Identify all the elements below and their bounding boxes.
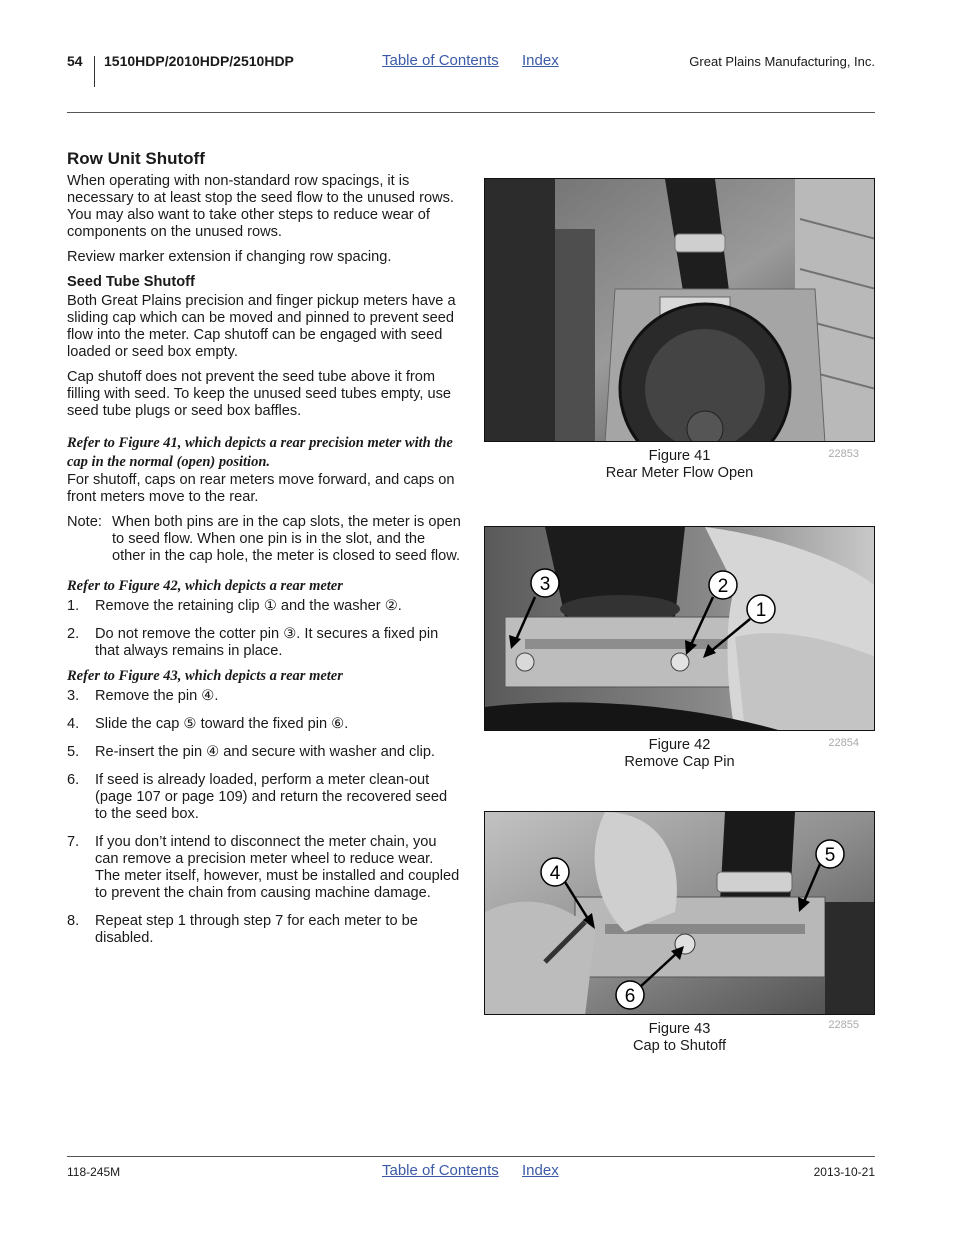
note-label: Note: [67,514,102,530]
callout-3: 3 [539,574,551,595]
header-rule [67,112,875,113]
figure-42-reference: Refer to Figure 42, which depicts a rear meter [67,578,343,594]
figure-42-title: Remove Cap Pin [624,754,735,770]
callout-4: 4 [549,863,561,884]
steps-list-a [67,598,462,660]
footer-toc-link[interactable]: Table of Contents [382,1162,499,1179]
figure-43 [484,811,875,1055]
figure-41-caption [484,448,875,482]
company-name: Great Plains Manufacturing, Inc. [689,54,875,69]
figure-42-caption [484,737,875,771]
figure-43-reference: Refer to Figure 43, which depicts a rear meter [67,668,343,684]
paragraph-direction: For shutoff, caps on rear meters move forward, and caps on front meters move to the rear. [67,472,455,505]
page-footer [67,1162,875,1182]
note-block [67,514,462,565]
header-divider [94,56,95,87]
figure-43-number: 22855 [828,1019,859,1031]
document-number: 118-245M [67,1165,121,1179]
model-title: 1510HDP/2010HDP/2510HDP [104,53,294,69]
section-title: Row Unit Shutoff [67,149,205,168]
figure-42-label: Figure 42 [648,737,711,753]
list-item: 7. If you don’t intend to disconnect the meter chain, you can remove a precision meter wheel to reduce wear. The meter itself, however, must be installed and coupled to prevent the chain from causing machine damage. [67,834,460,901]
paragraph-caps: Both Great Plains precision and finger pickup meters have a sliding cap which can be moved and pinned to prevent seed flow into the meter. Cap shutoff can be engaged with seed loaded or seed box empty. [67,293,456,360]
figure-42 [484,526,875,771]
main-text-column [67,148,462,958]
list-item: 2. Do not remove the cotter pin ③. It secures a fixed pin that always remains in place. [67,626,439,659]
footer-rule [67,1156,875,1157]
note-text: When both pins are in the cap slots, the meter is open to seed flow. When one pin is in the slot, and the other in the cap hole, the meter is closed to seed flow. [112,514,461,564]
page-number: 54 [67,53,83,69]
callout-1: 1 [755,600,767,621]
figure-41-reference: Refer to Figure 41, which depicts a rear precision meter with the cap in the normal (open) position. [67,435,453,470]
callout-2: 2 [717,576,729,597]
revision-date: 2013-10-21 [813,1165,875,1179]
list-item: 1. Remove the retaining clip ① and the washer ②. [67,598,402,614]
list-item: 3. Remove the pin ④. [67,688,219,704]
figure-43-title: Cap to Shutoff [632,1038,727,1054]
figure-41 [484,178,875,482]
callout-6: 6 [624,986,636,1007]
paragraph-shutoff: Cap shutoff does not prevent the seed tube above it from filling with seed. To keep the unused seed tubes empty, use seed tube plugs or seed box baffles. [67,369,452,419]
page-header [67,52,875,88]
list-item: 8. Repeat step 1 through step 7 for each meter to be disabled. [67,913,418,946]
index-link[interactable]: Index [522,52,559,69]
figure-41-photo [484,178,875,442]
figure-42-photo [484,526,875,731]
figure-42-number: 22854 [828,737,859,749]
footer-index-link[interactable]: Index [522,1162,559,1179]
list-item: 5. Re-insert the pin ④ and secure with washer and clip. [67,744,435,760]
figure-43-photo [484,811,875,1015]
review-paragraph: Review marker extension if changing row spacing. [67,249,392,265]
figure-41-number: 22853 [828,448,859,460]
intro-paragraph: When operating with non-standard row spacings, it is necessary to at least stop the seed flow to the unused rows. You may also want to take other steps to reduce wear of components on the unused rows. [67,173,454,240]
figure-43-caption [484,1021,875,1055]
figure-43-label: Figure 43 [648,1021,711,1037]
toc-link[interactable]: Table of Contents [382,52,499,69]
list-item: 6. If seed is already loaded, perform a meter clean-out (page 107 or page 109) and return the recovered seed to the seed box. [67,772,448,822]
subsection-title: Seed Tube Shutoff [67,274,195,290]
callout-5: 5 [824,845,836,866]
list-item: 4. Slide the cap ⑤ toward the fixed pin ⑥. [67,716,349,732]
figure-41-title: Rear Meter Flow Open [605,465,754,481]
figure-41-label: Figure 41 [648,448,711,464]
steps-list-b [67,688,462,947]
